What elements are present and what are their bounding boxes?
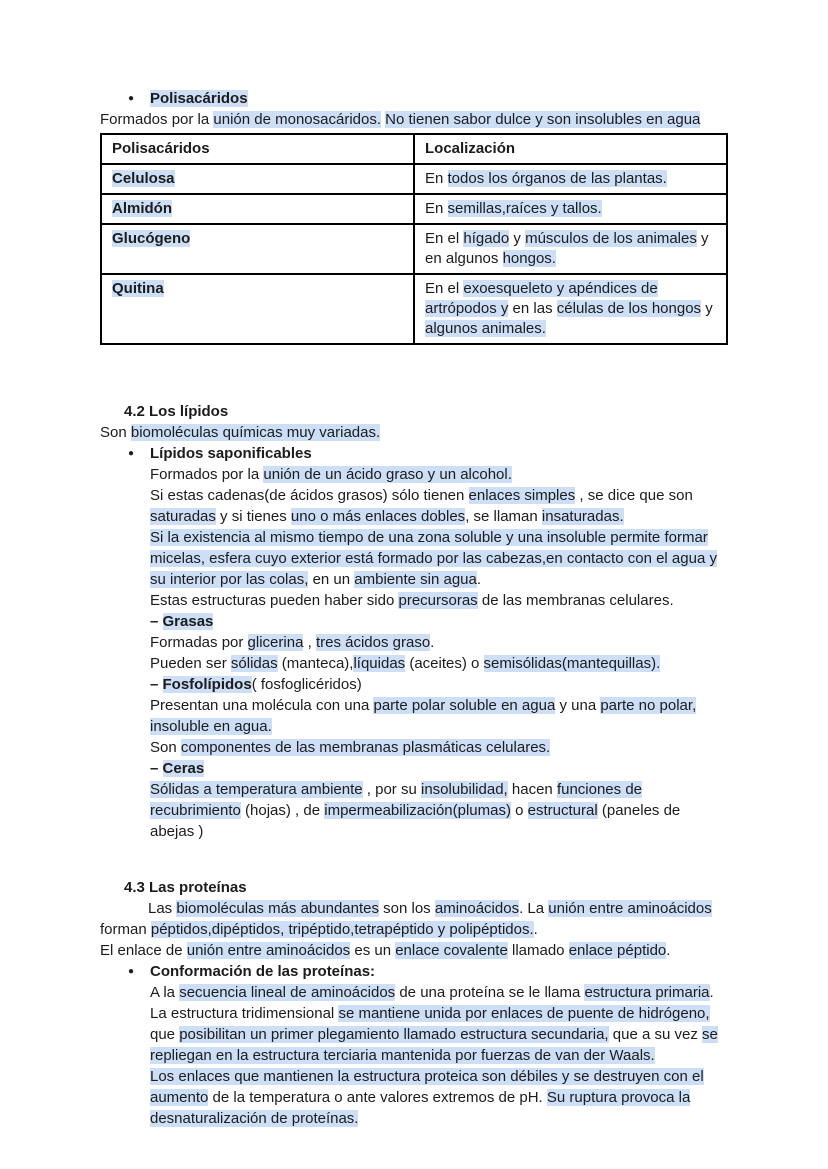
text-run: de la temperatura o ante valores extremos de pH. [208, 1089, 547, 1106]
text-run: . La [519, 900, 549, 917]
text-run: El enlace de [100, 942, 187, 959]
text-run: Pueden ser [150, 655, 231, 672]
text-run: se repliegan en la estructura terciaria mantenida por fuerzas de van der Waals. [150, 1026, 718, 1064]
text-run: en las [508, 300, 557, 317]
lipids-body [150, 464, 728, 842]
text-run: Si la existencia al mismo tiempo de una zona soluble y una insoluble permite formar micelas, esfera cuyo exterior está formado por las cabezas,en contacto con el agua y su interior por las colas, [150, 529, 717, 588]
text-run: secuencia lineal de aminoácidos [179, 984, 396, 1001]
polysaccharides-table [100, 133, 728, 345]
paragraph [150, 779, 728, 842]
text-run: Almidón [112, 200, 172, 217]
text-run: funciones de recubrimiento [150, 781, 643, 819]
text-run: Celulosa [112, 170, 175, 187]
text-run: semisólidas(mantequillas). [483, 655, 661, 672]
text-run: unión entre aminoácidos [548, 900, 712, 917]
lipids-intro [100, 422, 728, 443]
text-run: Son [100, 424, 131, 441]
text-run: (manteca), [277, 655, 354, 672]
text-run: Presentan una molécula con una [150, 697, 374, 714]
proteins-intro [100, 898, 728, 940]
text-run: insolubilidad, [420, 781, 508, 798]
paragraph [150, 1066, 728, 1129]
bullet-label [150, 90, 248, 107]
paragraph [150, 737, 728, 758]
paragraph [150, 464, 728, 485]
text-run: y [701, 300, 713, 317]
text-run: y una [555, 697, 601, 714]
paragraph [150, 653, 728, 674]
polysaccharides-intro [100, 109, 728, 130]
text-run: Formados por la [150, 466, 264, 483]
text-run: saturadas [150, 508, 216, 525]
text-run: parte polar soluble en agua [373, 697, 556, 714]
table-header-row [101, 134, 727, 164]
text-run: Son [150, 739, 181, 756]
text-run: semillas,raíces y tallos. [447, 200, 602, 217]
cell-name [101, 194, 414, 224]
text-run: , [303, 634, 316, 651]
text-run: parte no polar, insoluble en agua. [150, 697, 697, 735]
text-run: en un [308, 571, 355, 588]
text-run: insaturadas. [541, 508, 624, 525]
text-run: hacen [507, 781, 557, 798]
text-run: uno o más enlaces dobles [290, 508, 466, 525]
text-run: Si estas cadenas(de ácidos grasos) sólo tienen [150, 487, 469, 504]
column-header-polisacaridos: Polisacáridos [101, 134, 414, 164]
cell-location [414, 164, 727, 194]
polysaccharides-section [100, 88, 728, 345]
text-run: aminoácidos [434, 900, 520, 917]
text-run: – [150, 676, 163, 693]
bullet-icon: ● [128, 448, 135, 459]
text-run: líquidas [353, 655, 406, 672]
text-run: unión de monosacáridos. [213, 111, 381, 128]
text-run: son los [378, 900, 435, 917]
text-run: ambiente sin agua [354, 571, 477, 588]
text-run: precursoras [398, 592, 478, 609]
cell-name [101, 274, 414, 344]
text-run: o [510, 802, 528, 819]
text-run: enlace covalente [395, 942, 508, 959]
lipids-section [100, 401, 728, 842]
text-run: llamado [507, 942, 569, 959]
paragraph [150, 982, 728, 1066]
text-run: Su ruptura provoca la desnaturalización de proteínas. [150, 1089, 691, 1127]
paragraph [150, 632, 728, 653]
text-run: hígado [463, 230, 510, 247]
text-run: posibilitan un primer plegamiento llamado estructura secundaria, [179, 1026, 609, 1043]
text-run: músculos de los animales [525, 230, 697, 247]
text-run: Grasas [162, 613, 214, 630]
column-header-localizacion: Localización [414, 134, 727, 164]
text-run: y [509, 230, 526, 247]
text-run: Formados por la [100, 111, 214, 128]
paragraph [150, 527, 728, 590]
proteins-body [150, 982, 728, 1129]
text-run: ( fosfoglicéridos) [251, 676, 362, 693]
text-run: unión de un ácido graso y un alcohol. [263, 466, 512, 483]
text-run: y en algunos [425, 230, 709, 267]
bullet-item-conformacion [100, 961, 728, 982]
text-run: Quitina [112, 280, 164, 297]
table-row [101, 224, 727, 274]
cell-name [101, 164, 414, 194]
subheading-fosfolipidos [150, 674, 728, 695]
text-run: y si tienes [215, 508, 291, 525]
text-run: componentes de las membranas plasmáticas celulares. [180, 739, 551, 756]
text-run: . [476, 571, 482, 588]
text-run: algunos animales. [425, 320, 546, 337]
text-run: Los enlaces que mantienen la estructura proteica son débiles y se destruyen con el aumento [150, 1068, 704, 1106]
text-run: todos los órganos de las plantas. [447, 170, 667, 187]
table-row [101, 194, 727, 224]
table-row [101, 274, 727, 344]
text-run: No tienen sabor dulce y son insolubles en agua [385, 111, 701, 128]
text-run: células de los hongos [556, 300, 702, 317]
text-run: . [666, 942, 671, 959]
text-run: de una proteína se le llama [395, 984, 585, 1001]
text-run: glicerina [247, 634, 304, 651]
text-run: tres ácidos graso [315, 634, 431, 651]
text-run: En [425, 200, 448, 217]
subheading-ceras [150, 758, 728, 779]
table-row [101, 164, 727, 194]
text-run: Glucógeno [112, 230, 191, 247]
cell-location [414, 274, 727, 344]
text-run: (paneles de abejas ) [150, 802, 681, 840]
text-run: unión entre aminoácidos [186, 942, 351, 959]
section-heading-4-2: 4.2 Los lípidos [124, 403, 229, 420]
text-run: biomoléculas químicas muy variadas. [130, 424, 381, 441]
paragraph [150, 590, 728, 611]
text-run: Sólidas a temperatura ambiente [150, 781, 363, 798]
text-run: Fosfolípidos [162, 676, 252, 693]
text-run: impermeabilización(plumas) [324, 802, 511, 819]
paragraph [150, 485, 728, 527]
text-run: (aceites) o [405, 655, 484, 672]
text-run: que [150, 1026, 180, 1043]
text-run: estructural [527, 802, 598, 819]
text-run: . [430, 634, 435, 651]
text-run: , por su [362, 781, 421, 798]
bullet-label: Lípidos saponificables [150, 445, 312, 462]
section-heading-4-3: 4.3 Las proteínas [124, 879, 247, 896]
text-run: estructura primaria [584, 984, 710, 1001]
text-run: Estas estructuras pueden haber sido [150, 592, 399, 609]
text-run: En [425, 170, 448, 187]
text-run: enlace péptido [568, 942, 667, 959]
text-run: sólidas [230, 655, 278, 672]
text-run: exoesqueleto y apéndices de artrópodos y [425, 280, 658, 317]
text-run: de las membranas celulares. [477, 592, 674, 609]
text-run: Las [148, 900, 177, 917]
text-run: – [150, 760, 163, 777]
bullet-label: Conformación de las proteínas: [150, 963, 376, 980]
text-run: péptidos,dipéptidos, tripéptido,tetrapéptido y polipéptidos. [150, 921, 534, 938]
text-run: . La estructura tridimensional [150, 984, 714, 1022]
text-run: biomoléculas más abundantes [176, 900, 379, 917]
bullet-icon: ● [128, 966, 135, 977]
text-run: hongos. [502, 250, 556, 267]
text-run: En el [425, 230, 464, 247]
subheading-grasas [150, 611, 728, 632]
text-run: Ceras [162, 760, 205, 777]
text-run: . [533, 921, 538, 938]
text-run: se mantiene unida por enlaces de puente de hidrógeno, [338, 1005, 710, 1022]
bullet-icon: ● [128, 93, 135, 104]
text-run: forman [100, 921, 151, 938]
text-run: que a su vez [608, 1026, 703, 1043]
cell-name [101, 224, 414, 274]
text-run: (hojas) , de [240, 802, 325, 819]
text-run: En el [425, 280, 464, 297]
proteins-section [100, 877, 728, 1129]
text-run: es un [350, 942, 396, 959]
text-run: enlaces simples [468, 487, 576, 504]
text-run: Polisacáridos [150, 90, 248, 107]
bullet-item-polisacaridos [100, 88, 728, 109]
text-run: , se llaman [465, 508, 542, 525]
bullet-item-lipidos-saponificables [100, 443, 728, 464]
text-run: A la [150, 984, 180, 1001]
cell-location [414, 194, 727, 224]
text-run: Formadas por [150, 634, 248, 651]
text-run: – [150, 613, 163, 630]
text-run: , se dice que son [575, 487, 693, 504]
paragraph [150, 695, 728, 737]
cell-location [414, 224, 727, 274]
proteins-enlace-line [100, 940, 728, 961]
